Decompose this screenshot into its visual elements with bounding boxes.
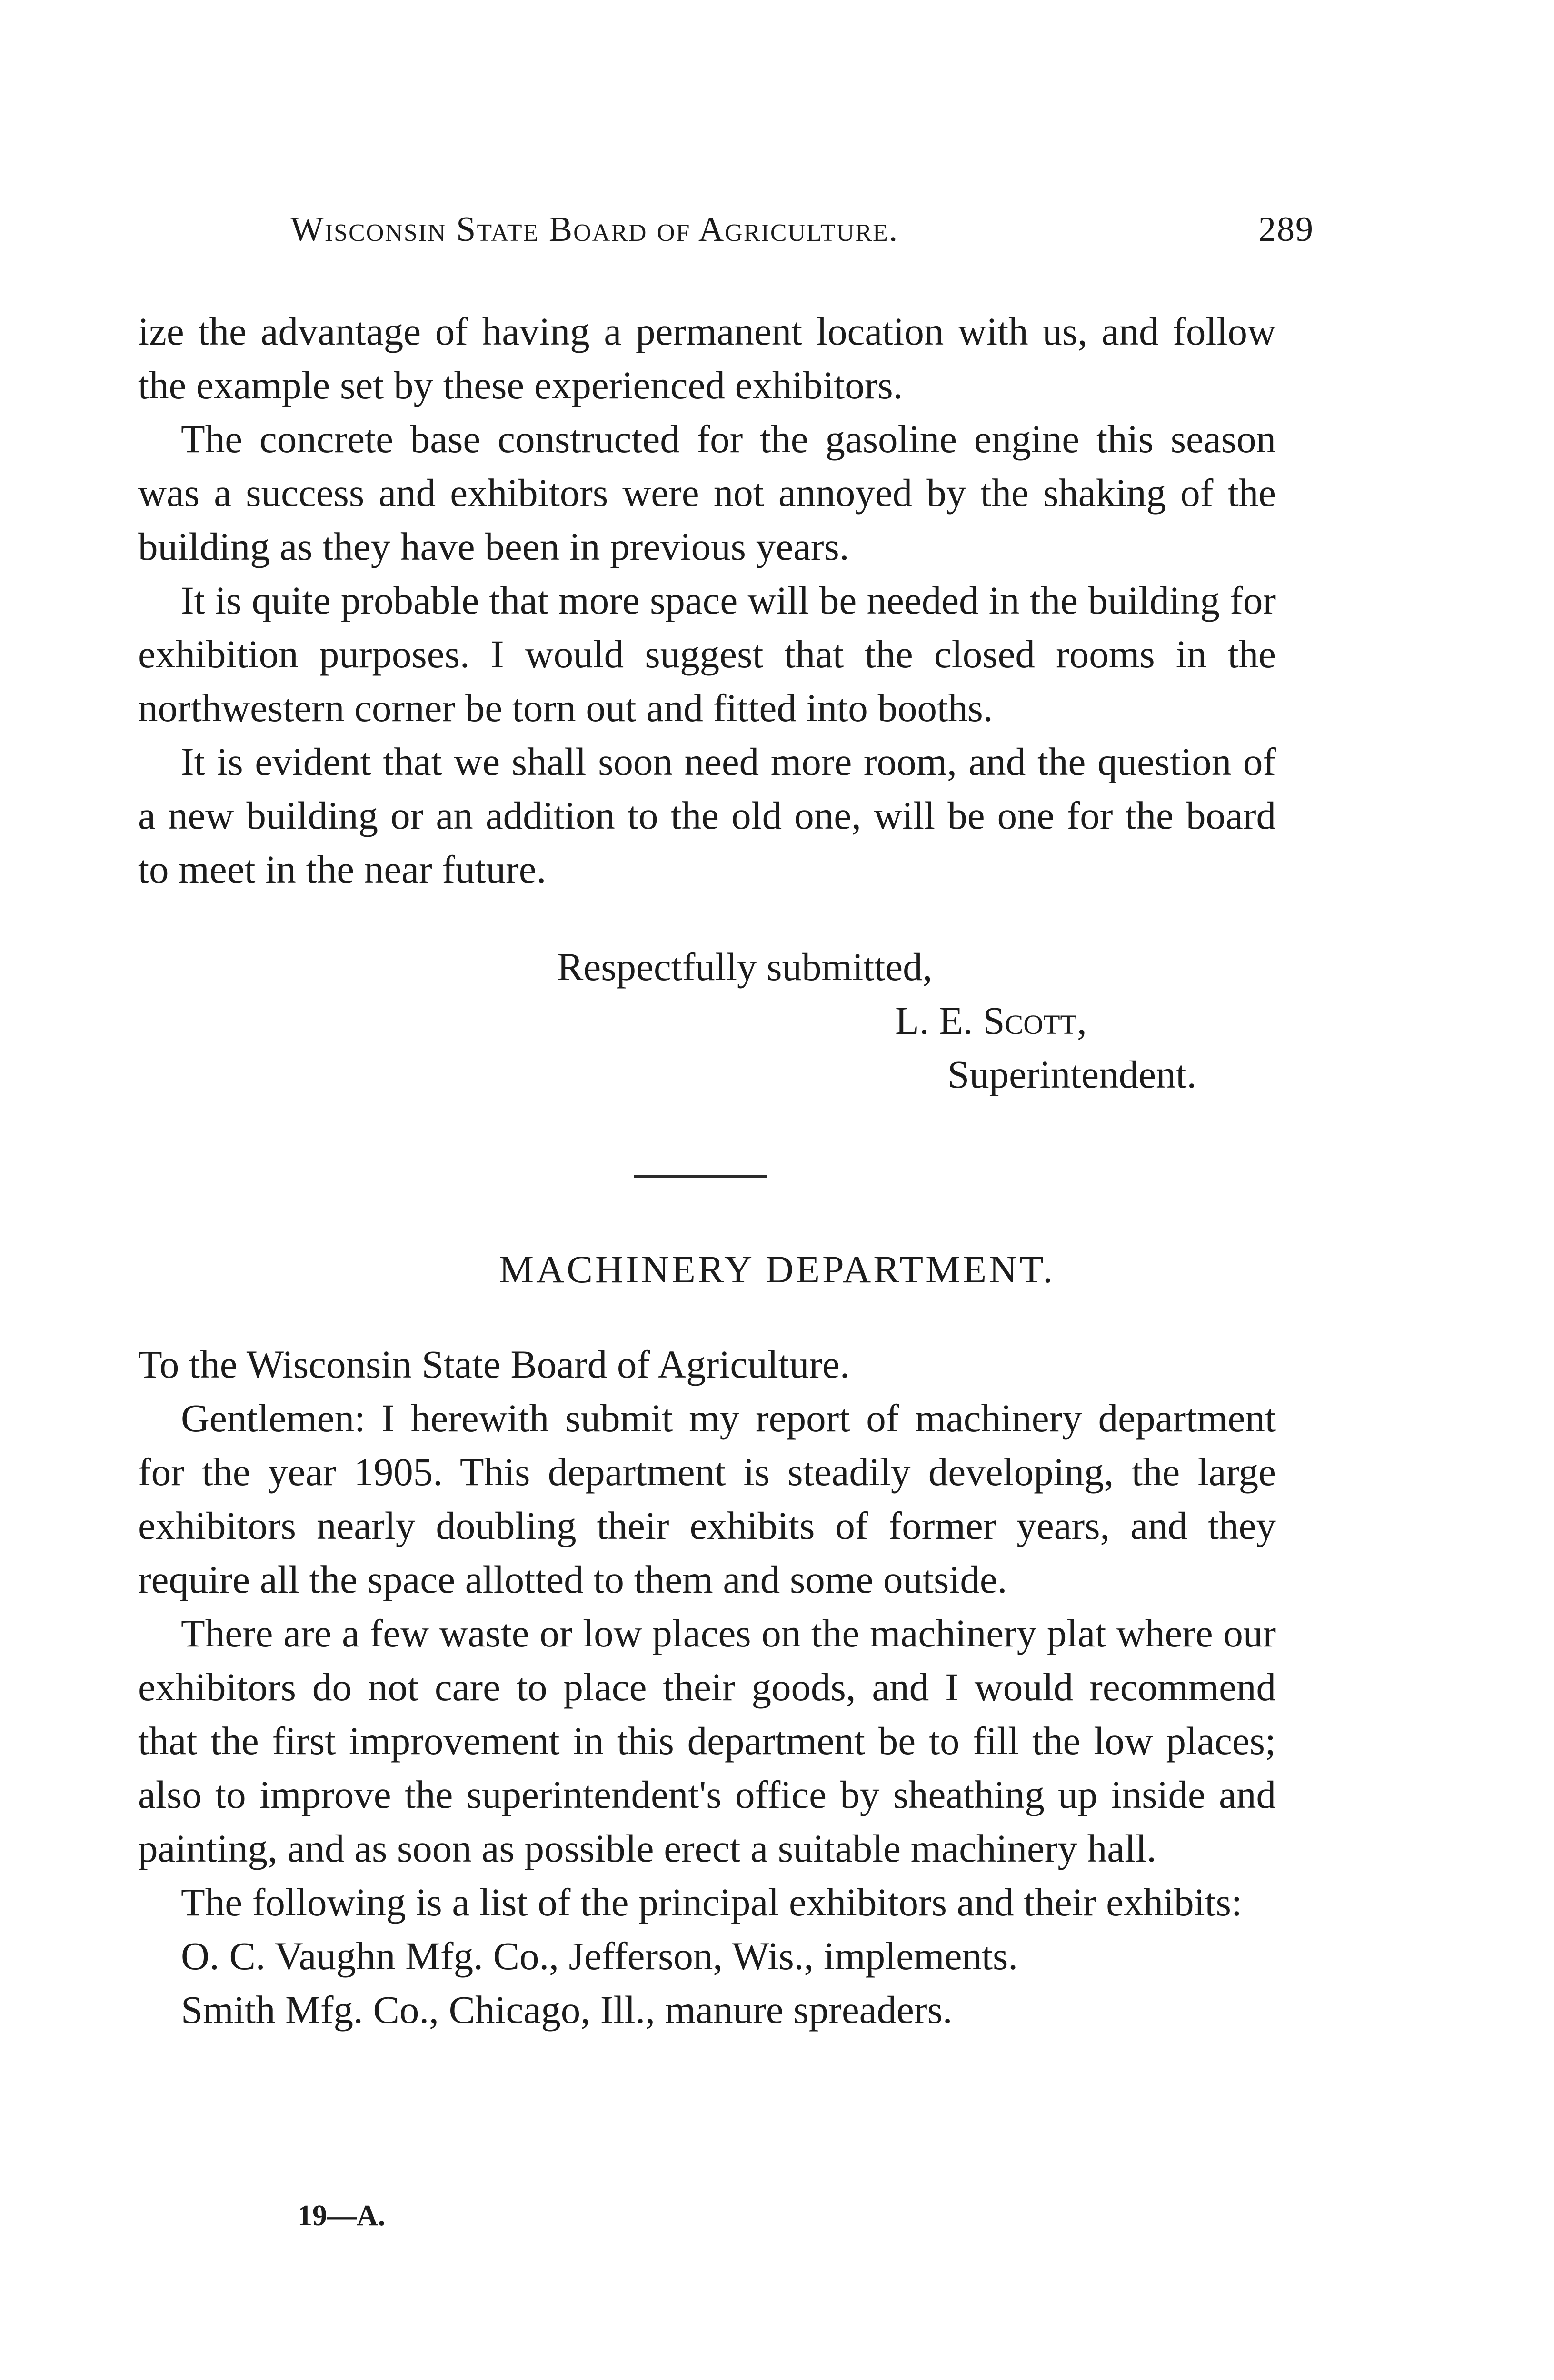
paragraph: It is quite probable that more space will be needed in the building for exhibition purposes. I would suggest that the closed rooms in the northwestern corner be torn out and fitted into booths. <box>138 578 1276 730</box>
paragraph: The concrete base constructed for the gasoline engine this season was a success and exhibitors were not annoyed by the shaking of the building as they have been in previous years. <box>138 417 1276 568</box>
exhibitor-entry: O. C. Vaughn Mfg. Co., Jefferson, Wis., implements. <box>181 1934 1018 1978</box>
section-divider <box>634 1175 767 1178</box>
paragraph: ize the advantage of having a permanent location with us, and follow the example set by these experienced exhibitors. <box>138 309 1276 407</box>
paragraph: The following is a list of the principal exhibitors and their exhibits: <box>181 1880 1243 1924</box>
signature-mark: 19—A. <box>298 2200 386 2232</box>
running-head-title: Wisconsin State Board of Agriculture. <box>290 210 899 249</box>
paragraph: It is evident that we shall soon need more room, and the question of a new building or an addition to the old one, will be one for the board to meet in the near future. <box>138 740 1276 891</box>
closing-salutation: Respectfully submitted, <box>557 945 933 989</box>
address-line: To the Wisconsin State Board of Agriculture. <box>138 1342 850 1386</box>
closing-title: Superintendent. <box>947 1052 1197 1096</box>
machinery-section-body <box>138 1338 1276 2037</box>
paragraph: There are a few waste or low places on the machinery plat where our exhibitors do not care to place their goods, and I would recommend that the first improvement in this department be to fill the low places; also to improve the superintendent's office by sheathing up inside and painting, and as soon as possible erect a suitable machinery hall. <box>138 1611 1276 1870</box>
section-heading: MACHINERY DEPARTMENT. <box>499 1248 1055 1291</box>
report-body <box>138 305 1276 896</box>
running-head <box>290 209 1314 250</box>
exhibitor-entry: Smith Mfg. Co., Chicago, Ill., manure spreaders. <box>181 1988 953 2032</box>
closing-signer: L. E. Scott, <box>895 999 1087 1042</box>
paragraph: Gentlemen: I herewith submit my report of machinery department for the year 1905. This department is steadily developing, the large exhibitors nearly doubling their exhibits of former years, and they require all the space allotted to them and some outside. <box>138 1396 1276 1601</box>
page-number: 289 <box>1258 210 1314 249</box>
